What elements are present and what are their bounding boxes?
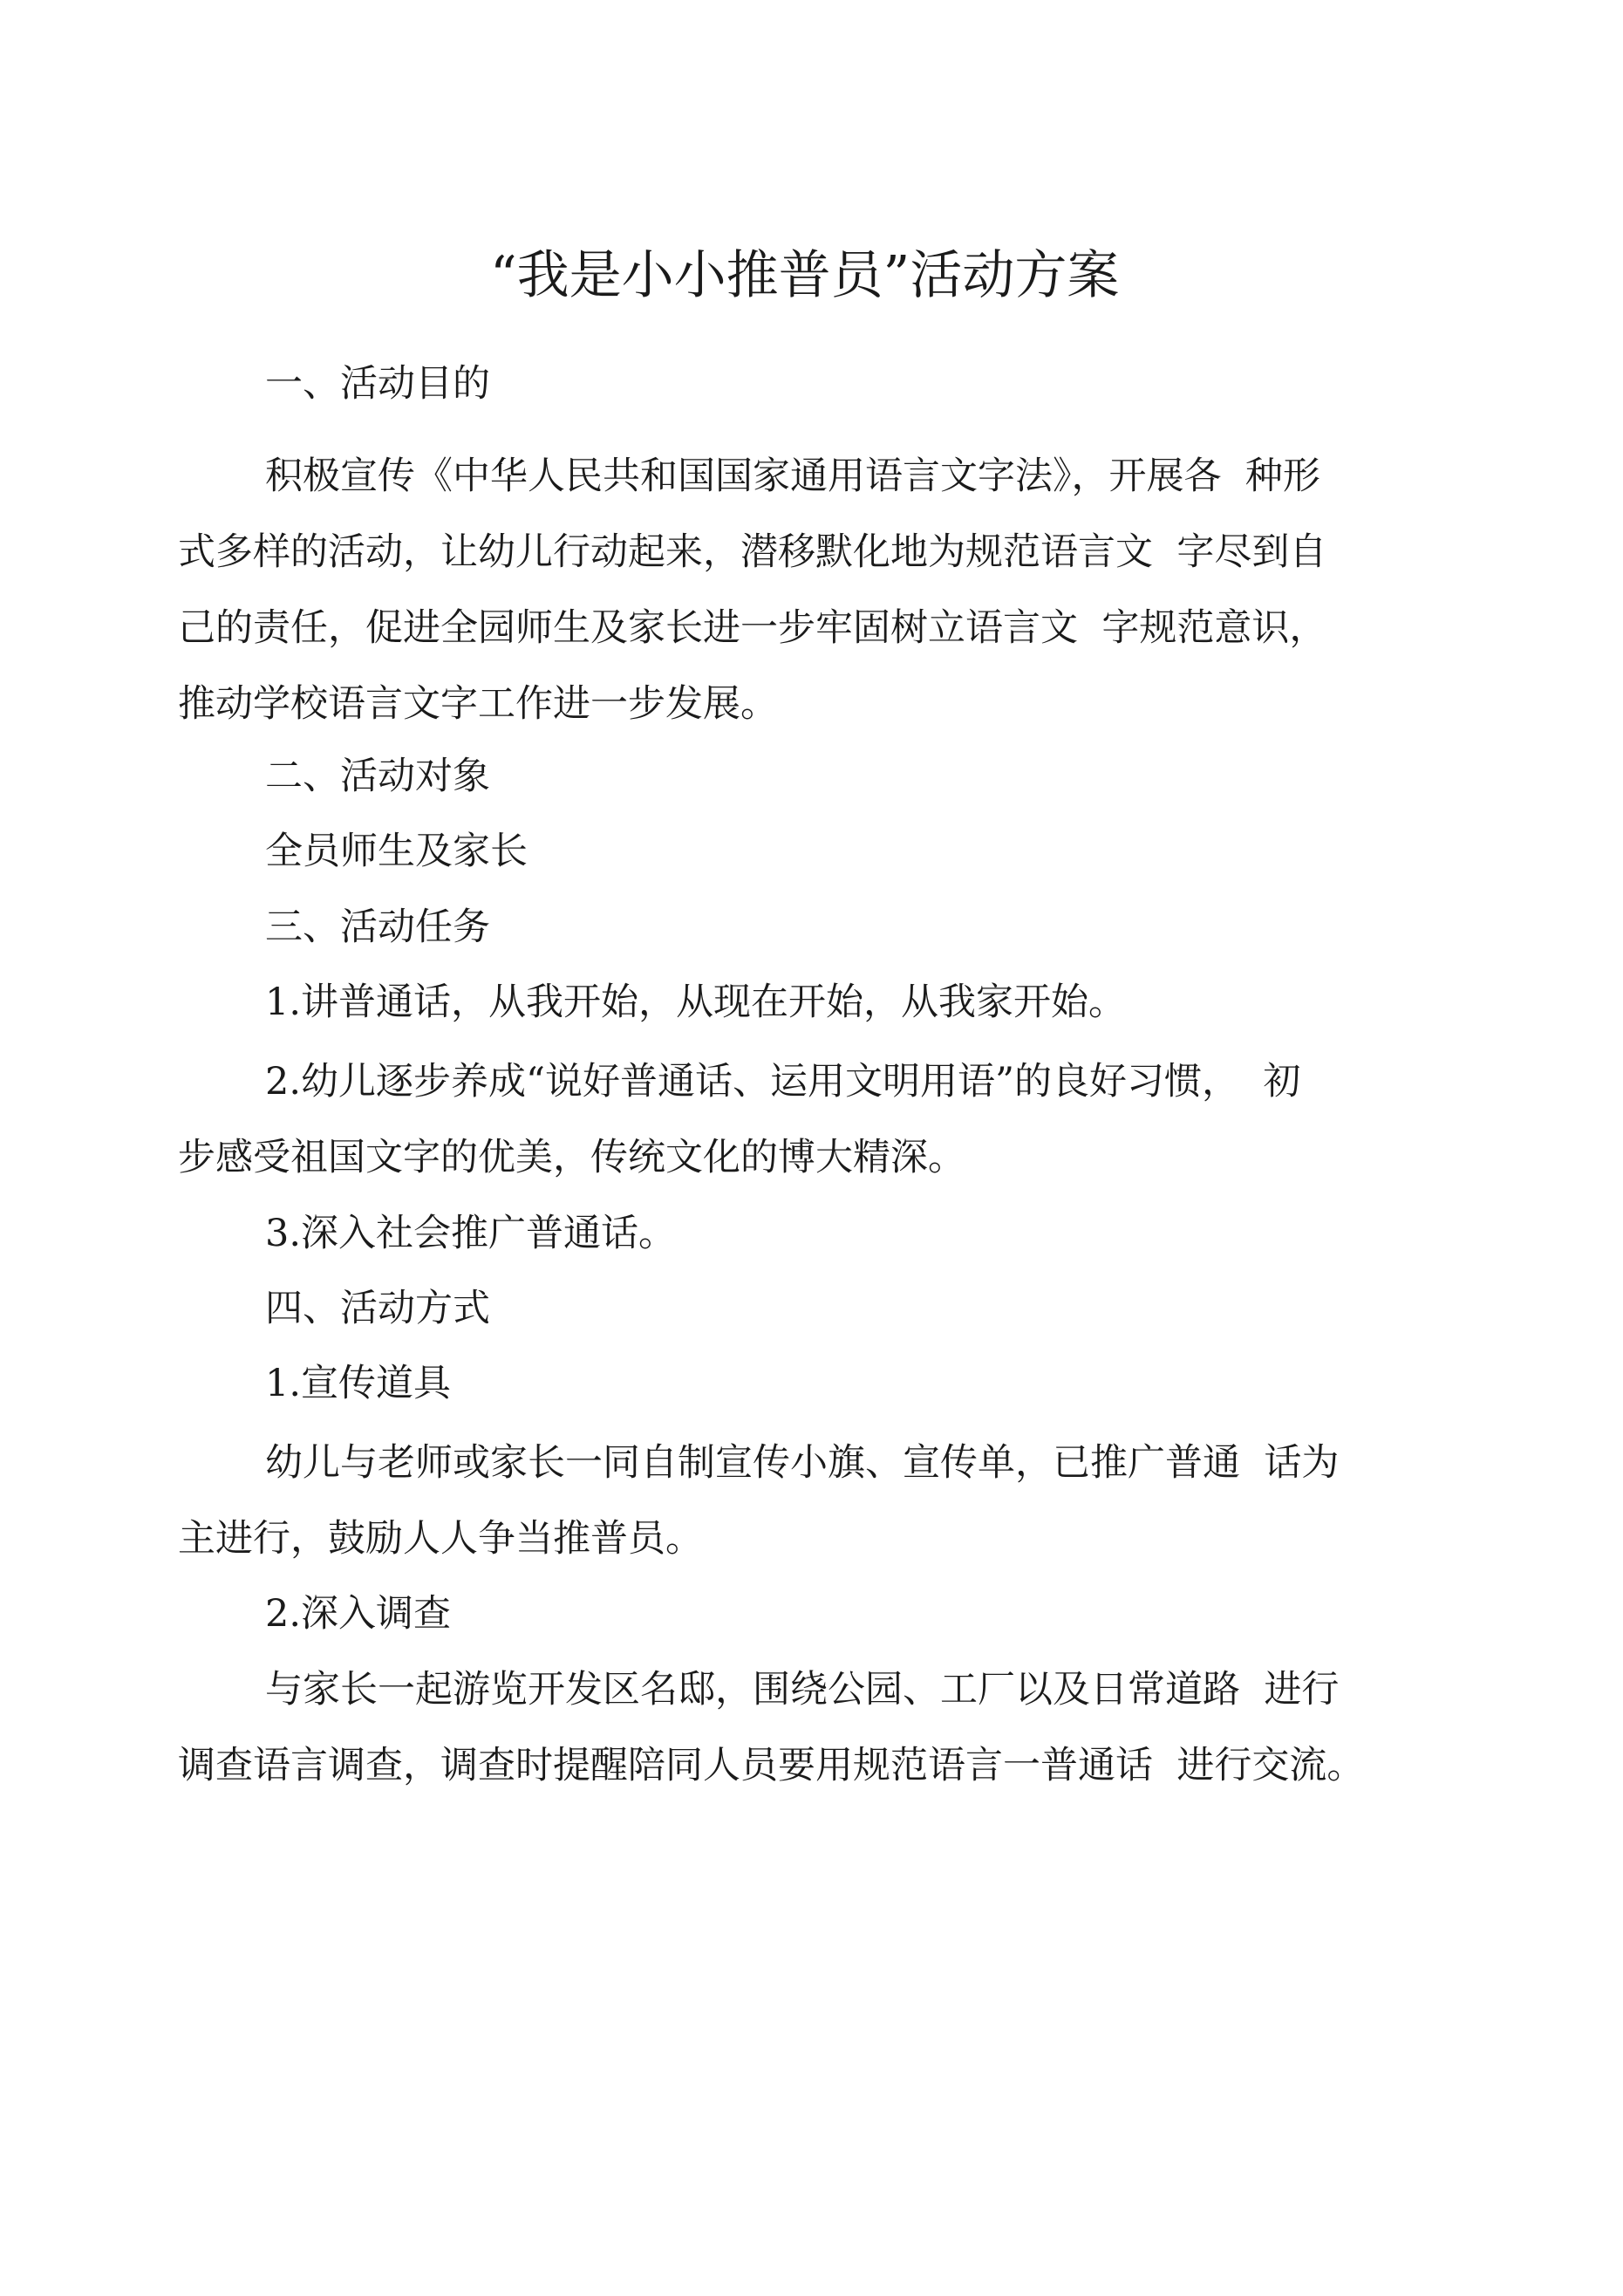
paragraph-line: 与家长一起游览开发区名邸，围绕公园、工厂以及日常道路 进行: [265, 1668, 1340, 1712]
paragraph-line: 2.幼儿逐步养成“说好普通话、运用文明用语”的良好习惯， 初: [265, 1060, 1301, 1104]
paragraph-line: 1.宣传道具: [265, 1362, 452, 1405]
paragraph-line: 幼儿与老师或家长一同自制宣传小旗、宣传单，已推广普通 话为: [265, 1441, 1340, 1485]
paragraph-line: 2.深入调查: [265, 1592, 452, 1636]
paragraph-line: 积极宣传《中华人民共和国国家通用语言文字法》，开展各 种形: [265, 454, 1320, 498]
paragraph-line: 式多样的活动，让幼儿行动起来，潜移默化地为规范语言文 字尽到自: [178, 530, 1327, 574]
document-title: “我是小小推普员”活动方案: [490, 245, 1120, 306]
paragraph-line: 步感受祖国文字的优美，传统文化的博大精深。: [178, 1136, 965, 1179]
paragraph-line: 全员师生及家长: [265, 830, 528, 873]
paragraph-line: 主进行，鼓励人人争当推普员。: [178, 1517, 703, 1561]
paragraph-line: 1.讲普通话，从我开始，从现在开始，从我家开始。: [265, 981, 1127, 1024]
paragraph-line: 调查语言调查，调查时提醒陪同人员要用规范语言一普通话 进行交流。: [178, 1744, 1365, 1787]
paragraph-line: 己的责任，促进全园师生及家长进一步牢固树立语言文 字规范意识，: [178, 606, 1327, 650]
paragraph-line: 推动学校语言文字工作进一步发展。: [178, 682, 778, 726]
paragraph-line: 3.深入社会推广普通话。: [265, 1212, 677, 1255]
section-heading-methods: 四、活动方式: [265, 1287, 490, 1330]
section-heading-purpose: 一、活动目的: [265, 362, 490, 406]
section-heading-tasks: 三、活动任务: [265, 905, 490, 949]
section-heading-target: 二、活动对象: [265, 755, 490, 798]
